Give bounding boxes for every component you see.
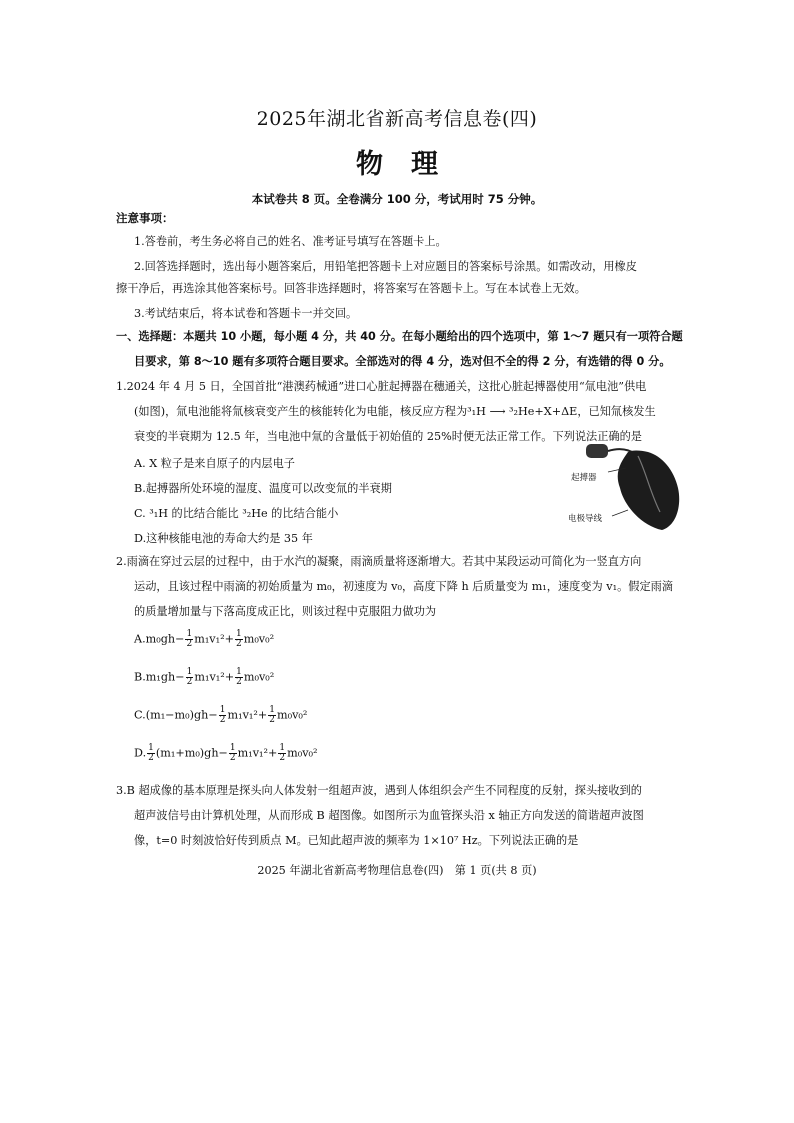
- option-term-1: m₀gh−: [145, 632, 185, 646]
- frac-den: 2: [219, 715, 226, 725]
- q2-option-a: [134, 630, 274, 649]
- fraction-half: [278, 744, 286, 763]
- frac-den: 2: [269, 715, 275, 725]
- frac-num: 1: [186, 667, 193, 677]
- option-term-1: m₁gh−: [145, 670, 185, 684]
- option-term-3: m₀v₀²: [287, 746, 318, 760]
- subject-char-2: 理: [411, 149, 438, 180]
- q1-line-1: 1.2024 年 4 月 5 日，全国首批“港澳药械通”进口心脏起搏器在穗通关，这批心脏起搏器使用“氚电池”供电: [116, 380, 647, 393]
- exam-info: 本试卷共 8 页。全卷满分 100 分，考试用时 75 分钟。: [251, 192, 543, 206]
- option-term-2: m₁v₁²+: [227, 708, 268, 722]
- frac-den: 2: [279, 753, 286, 763]
- q1-option-b: B.起搏器所处环境的湿度、温度可以改变氚的半衰期: [134, 482, 392, 495]
- option-term-2: m₁v₁²+: [194, 670, 235, 684]
- frac-num: 1: [236, 667, 242, 677]
- pacemaker-device: [586, 444, 608, 458]
- frac-num: 1: [269, 705, 275, 715]
- option-term-2: m₁v₁²+: [194, 632, 234, 646]
- option-term-2: m₁v₁²+: [237, 746, 278, 760]
- q1-line-2: [134, 405, 656, 419]
- frac-num: 1: [148, 743, 154, 753]
- note-item-1: 1.答卷前，考生务必将自己的姓名、准考证号填写在答题卡上。: [134, 235, 447, 248]
- section-instructions-1: 一、选择题：本题共 10 小题，每小题 4 分，共 40 分。在每小题给出的四个选项中，第 1～7 题只有一项符合题: [116, 330, 683, 343]
- q1-line-3: 衰变的半衰期为 12.5 年，当电池中氚的含量低于初始值的 25%时便无法正常工作。下列说法正确的是: [134, 430, 642, 443]
- q2-option-c: [134, 706, 307, 725]
- exam-title: 2025年湖北省新高考信息卷(四): [256, 108, 538, 130]
- figure-label-lead: 电极导线: [568, 514, 603, 524]
- figure-label-pacemaker: 起搏器: [571, 473, 597, 483]
- frac-num: 1: [279, 743, 286, 753]
- fraction-half: [185, 630, 193, 649]
- option-term-3: m₀v₀²: [243, 632, 275, 646]
- frac-den: 2: [236, 677, 242, 687]
- q2-option-b: [134, 668, 274, 687]
- frac-den: 2: [186, 639, 193, 649]
- subject-heading: [0, 142, 794, 181]
- option-term-3: m₀v₀²: [243, 670, 275, 684]
- note-item-2-cont: 擦干净后，再选涂其他答案标号。回答非选择题时，将答案写在答题卡上。写在本试卷上无效。: [116, 282, 586, 295]
- option-term-1: (m₁+m₀)gh−: [155, 746, 228, 760]
- frac-num: 1: [235, 629, 242, 639]
- frac-den: 2: [235, 639, 242, 649]
- q1-option-d: D.这种核能电池的寿命大约是 35 年: [134, 532, 313, 545]
- q1-line-2-b: ，已知氚核发生: [577, 405, 656, 418]
- section-instructions-2: 目要求，第 8～10 题有多项符合题目要求。全部选对的得 4 分，选对但不全的得 2 分，有选错的得 0 分。: [134, 355, 671, 368]
- q3-line-2: 超声波信号由计算机处理，从而形成 B 超图像。如图所示为血管探头沿 x 轴正方向发送的简谐超声波图: [134, 809, 644, 822]
- fraction-half: [219, 706, 227, 725]
- note-item-2: 2.回答选择题时，选出每小题答案后，用铅笔把答题卡上对应题目的答案标号涂黑。如需改动，用橡皮: [134, 260, 637, 273]
- frac-den: 2: [186, 677, 193, 687]
- q1-option-a: A. X 粒子是来自原子的内层电子: [134, 457, 295, 470]
- fraction-half: [235, 630, 243, 649]
- note-item-3: 3.考试结束后，将本试卷和答题卡一并交回。: [134, 307, 358, 320]
- q1-line-2-a: (如图)，氚电池能将氚核衰变产生的核能转化为电能，核反应方程为: [134, 405, 468, 418]
- subject-char-1: 物: [356, 149, 383, 180]
- q3-line-1: 3.B 超成像的基本原理是探头向人体发射一组超声波，遇到人体组织会产生不同程度的反射，探头接收到的: [116, 784, 642, 797]
- fraction-half: [268, 706, 276, 725]
- pacemaker-heart-figure: [566, 442, 682, 532]
- option-label: A.: [134, 632, 146, 646]
- notes-heading: 注意事项：: [116, 211, 174, 225]
- label-line-2: [612, 510, 628, 516]
- option-term-3: m₀v₀²: [276, 708, 308, 722]
- fraction-half: [147, 744, 155, 763]
- fraction-half: [186, 668, 194, 687]
- q1-equation: ³₁H ⟶ ³₂He+X+ΔE: [467, 405, 578, 418]
- q2-line-2: 运动，且该过程中雨滴的初始质量为 m₀，初速度为 v₀，高度下降 h 后质量变为 m₁，速度变为 v₁。假定雨滴: [134, 580, 674, 593]
- option-label: D.: [134, 746, 147, 760]
- frac-den: 2: [148, 753, 154, 763]
- fraction-half: [229, 744, 237, 763]
- frac-num: 1: [186, 629, 193, 639]
- q2-option-d: [134, 744, 318, 763]
- option-label: B.: [134, 670, 146, 684]
- frac-num: 1: [219, 705, 226, 715]
- frac-num: 1: [229, 743, 236, 753]
- fraction-half: [235, 668, 243, 687]
- q3-line-3: 像，t=0 时刻波恰好传到质点 M。已知此超声波的频率为 1×10⁷ Hz。下列说法正确的是: [134, 834, 579, 847]
- q2-line-3: 的质量增加量与下落高度成正比，则该过程中克服阻力做功为: [134, 605, 437, 618]
- option-term-1: (m₁−m₀)gh−: [145, 708, 218, 722]
- option-label: C.: [134, 708, 146, 722]
- page-footer: 2025 年湖北省新高考物理信息卷(四) 第 1 页(共 8 页): [257, 864, 537, 877]
- q1-option-c: C. ³₁H 的比结合能比 ³₂He 的比结合能小: [134, 507, 339, 520]
- frac-den: 2: [229, 753, 236, 763]
- heart-shape: [618, 451, 679, 531]
- q2-line-1: 2.雨滴在穿过云层的过程中，由于水汽的凝聚，雨滴质量将逐渐增大。若其中某段运动可简化为一竖直方向: [116, 555, 642, 568]
